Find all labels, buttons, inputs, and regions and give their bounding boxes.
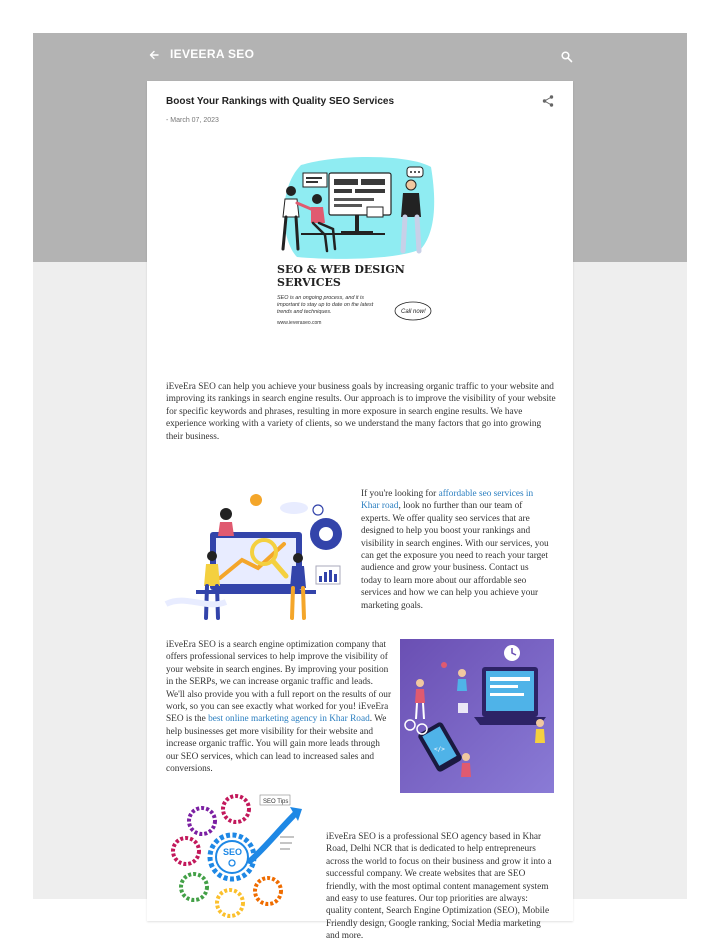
gears-center-label: SEO [223, 847, 243, 857]
hero-call-now: Call now! [401, 309, 426, 315]
arrow-back-icon[interactable] [146, 47, 162, 63]
hero-heading-line1: SEO & WEB DESIGN [277, 263, 405, 276]
hero-website: www.ieveraseo.com [277, 320, 322, 326]
post-title[interactable]: Boost Your Rankings with Quality SEO Services [166, 96, 395, 107]
paragraph-services-before: If you're looking for [361, 489, 439, 499]
affordable-seo-link[interactable]: affordable seo services in Khar road [361, 489, 534, 512]
top-bar [33, 33, 687, 81]
best-marketing-agency-link[interactable]: best online marketing agency in Khar Road [208, 714, 370, 725]
paragraph-company-after: . We help businesses get more visibility for their website and increase organic traffic. You will gain more leads through our SEO services, which can lead to increased sales and conversions. [166, 714, 387, 775]
paragraph-company-before: iEveEra SEO is a search engine optimization company that offers professional services to help improve the visibility of your website in search engines. By improving your position in the SERPs, we can increase organic traffic and leads. We'll also provide you with a full report on the results of our work, so you can see exactly what worked for you! iEveEra SEO is the [166, 640, 392, 725]
gears-tips-label: SEO Tips [263, 799, 289, 805]
paragraph-agency: iEveEra SEO is a professional SEO agency based in Khar Road, Delhi NCR that is dedicated to help entrepreneurs across the world to focus on their business and grow it into a successful company. We create websites that are SEO friendly, with the most optimal content management system and easy to use features. Our top priorities are always: quality content, Search Engine Optimization (SEO), Mobile Friendly design, Google ranking, Social Media marketing and more. [326, 832, 552, 942]
page-frame [33, 33, 687, 942]
seo-laptop-illustration [400, 639, 554, 793]
hero-caption-line3: trends and techniques. [277, 309, 332, 315]
paragraph-services [361, 488, 551, 612]
seo-gears-illustration [166, 791, 308, 921]
hero-image [271, 153, 437, 329]
seo-team-illustration [166, 486, 350, 624]
site-title[interactable]: IEVEERA SEO [170, 47, 255, 61]
share-icon[interactable] [541, 94, 555, 108]
paragraph-services-after: , look no further than our team of experts. We offer quality seo services that are designed to help you boost your rankings and visibility in search engines. With our services, you can get the exposure you need to reach your target audience and grow your business. Contact us today to learn more about our affordable seo services and how we can help you achieve your marketing goals. [361, 501, 549, 611]
post-date: - March 07, 2023 [166, 117, 219, 124]
post-card [147, 81, 573, 942]
svg-text:</>: </> [434, 746, 445, 753]
paragraph-company [166, 639, 392, 775]
hero-caption-line1: SEO is an ongoing process, and it is [277, 295, 364, 301]
paragraph-intro: iEveEra SEO can help you achieve your business goals by increasing organic traffic to your website and improving its rankings in search engine results. Our approach is to improve the visibility of your website for specific keywords and phrases, resulting in more exposure in search engine results. We have experience working with a variety of clients, so we understand the many factors that go into growing their business. [166, 382, 556, 442]
hero-caption-line2: important to stay up to date on the latest [277, 302, 374, 308]
hero-heading-line2: SERVICES [277, 276, 341, 289]
search-icon[interactable] [560, 50, 574, 64]
